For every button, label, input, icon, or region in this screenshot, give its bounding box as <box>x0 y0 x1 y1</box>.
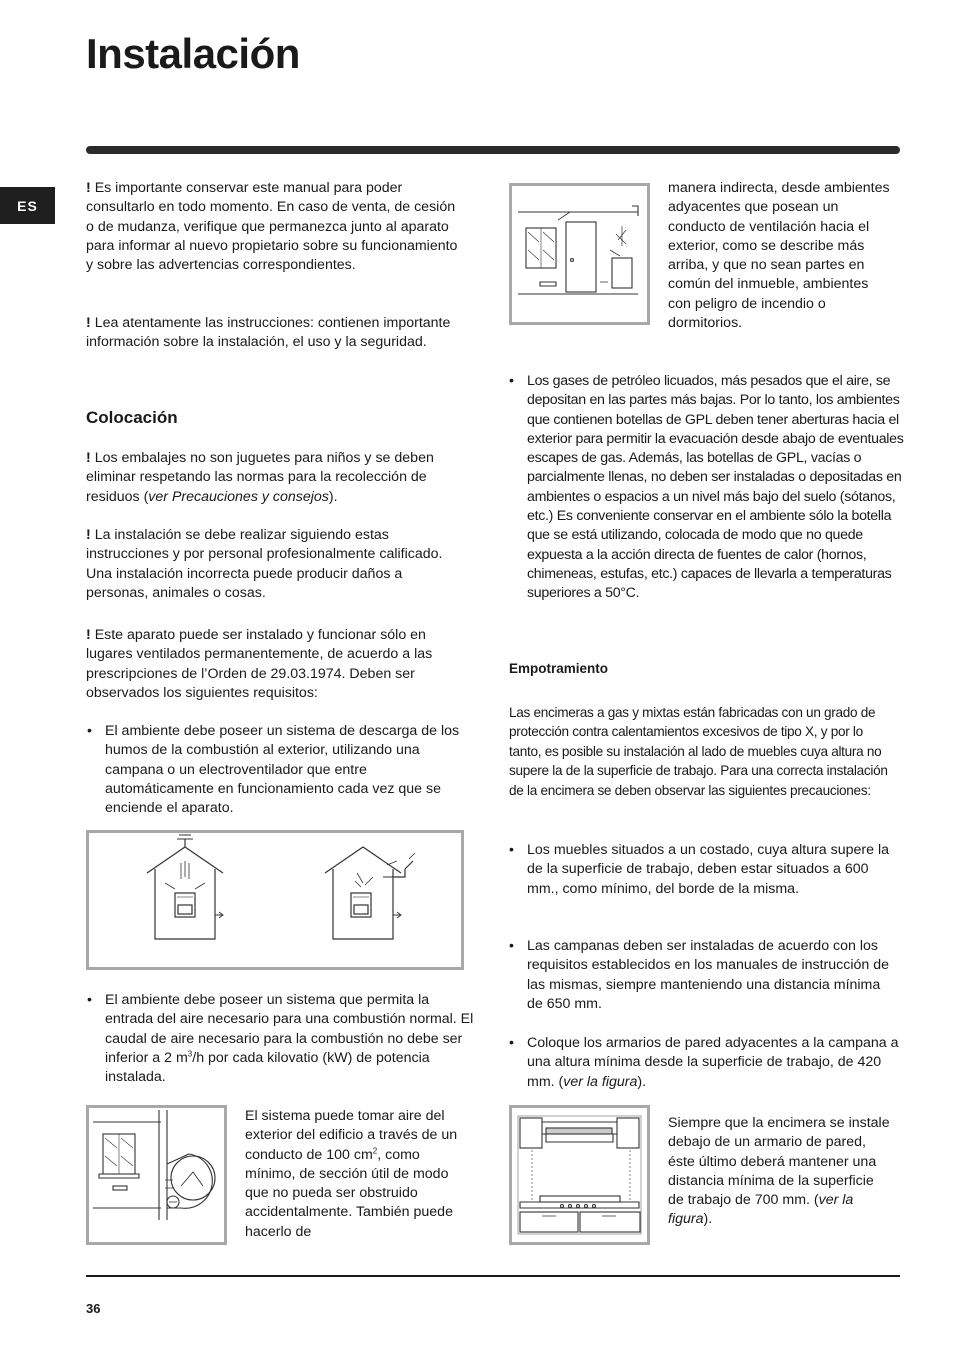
intro-paragraph-1: ! Es importante conservar este manual para poder consultarlo en todo momento. En caso de venta, de cesión o de mudanza, verifique que permanezca junto al aparato para informar al nuevo propietario sobre su funcionamiento y sobre las advertencias correspondientes. <box>86 180 458 274</box>
colocacion-paragraph-2: ! La instalación se debe realizar siguiendo estas instrucciones y por personal profesionalmente calificado. Una instalación incorrecta puede producir daños a personas, animales o cosas. <box>86 527 443 601</box>
wall-cabinet-text: Siempre que la encimera se instale debajo de un armario de pared, éste último deberá mantener una distancia mínima de la superficie de trabajo de 700 mm. (ver la figura). <box>668 1115 890 1228</box>
warning-mark: ! <box>86 627 91 643</box>
intro-paragraph-2: ! Lea atentamente las instrucciones: contienen importante información sobre la instalación, el uso y la seguridad. <box>86 315 451 351</box>
requirement-bullet-exhaust: • El ambiente debe poseer un sistema de descarga de los humos de la combustión al exterior, utilizando una campana o un electroventilador que entre automáticamente en funcionamiento cada vez que se enciende el aparato. <box>87 723 460 817</box>
empotramiento-intro: Las encimeras a gas y mixtas están fabricadas con un grado de protección contra calentamientos excesivos de tipo X, y por lo tanto, es posible su instalación al lado de muebles cuya altura no supere la de la superficie de trabajo. Para una correcta instalación de la encimera se deben observar las siguientes precauciones: <box>509 705 888 798</box>
empotramiento-bullet-furniture: • Los muebles situados a un costado, cuya altura supere la de la superficie de trabajo, deben estar situados a 600 mm., como mínimo, del borde de la misma. <box>509 842 890 897</box>
title-rule <box>86 146 900 154</box>
kitchen-cabinets-figure <box>509 1105 650 1245</box>
adjacent-room-illustration <box>512 186 647 322</box>
empotramiento-bullet-cabinets: • Coloque los armarios de pared adyacentes a la campana a una altura mínima desde la superficie de trabajo, de 420 mm. (ver la figura). <box>509 1035 899 1090</box>
adjacent-room-figure <box>509 183 650 325</box>
bullet-dot: • <box>509 842 514 858</box>
kitchen-cabinets-illustration <box>512 1108 647 1242</box>
bullet-dot: • <box>509 938 514 954</box>
bullet-dot: • <box>509 1035 514 1051</box>
warning-mark: ! <box>86 527 91 543</box>
language-tab: ES <box>0 187 55 224</box>
colocacion-paragraph-3: ! Este aparato puede ser instalado y funcionar sólo en lugares ventilados permanentemente, de acuerdo a las prescripciones de l’Orden de 29.03.1974. Deben ser observados los siguientes requisitos: <box>86 627 433 701</box>
air-duct-illustration <box>89 1108 224 1242</box>
ventilation-houses-illustration <box>89 833 461 967</box>
heading-colocacion: Colocación <box>86 408 178 427</box>
heading-empotramiento: Empotramiento <box>509 661 609 676</box>
colocacion-paragraph-1: ! Los embalajes no son juguetes para niños y se deben eliminar respetando las normas para la recolección de residuos (ver Precauciones y consejos). <box>86 450 434 505</box>
bullet-dot: • <box>87 992 92 1008</box>
page-title: Instalación <box>86 30 300 77</box>
empotramiento-bullet-hood: • Las campanas deben ser instaladas de acuerdo con los requisitos establecidos en los manuales de instrucción de las mismas, siempre manteniendo una distancia mínima de 650 mm. <box>509 938 889 1012</box>
warning-mark: ! <box>86 315 91 331</box>
warning-mark: ! <box>86 180 91 196</box>
page-number: 36 <box>86 1301 101 1316</box>
warning-mark: ! <box>86 450 91 466</box>
ventilation-houses-figure <box>86 830 464 970</box>
bullet-dot: • <box>87 723 92 739</box>
gpl-bullet: • Los gases de petróleo licuados, más pesados que el aire, se depositan en las partes más bajas. Por lo tanto, los ambientes que contienen botellas de GPL deben tener aberturas hacia el exterior para permitir la evacuación desde abajo de eventuales escapes de gas. Además, las botellas de GPL, vacías o parcialmente llenas, no deben ser instaladas o depositadas en ambientes o espacios a un nivel más bajo del suelo (sótanos, etc.) Es conveniente conservar en el ambiente sólo la botella que se está utilizando, colocada de modo que no quede expuesta a la acción directa de fuentes de calor (hornos, chimeneas, estufas, etc.) capaces de llevarla a temperaturas superiores a 50°C. <box>509 373 904 602</box>
air-intake-text: El sistema puede tomar aire del exterior del edificio a través de un conducto de 100 $cm^2$, como mínimo, de sección útil de modo que no pueda ser obstruido accidentalmente. También puede hacerlo de <box>245 1108 458 1240</box>
indirect-ventilation-text: manera indirecta, desde ambientes adyacentes que posean un conducto de ventilación hacia el exterior, como se describe más arriba, y que no sean partes en común del inmueble, ambientes con peligro de incendio o dormitorios. <box>668 180 890 332</box>
bullet-dot: • <box>509 373 514 389</box>
air-duct-figure <box>86 1105 227 1245</box>
requirement-bullet-air-intake: • El ambiente debe poseer un sistema que permita la entrada del aire necesario para una combustión normal. El caudal de aire necesario para la combustión no debe ser inferior a 2 $m^3/h$ por cada kilovatio (kW) de potencia instalada. <box>87 992 474 1086</box>
footer-rule <box>86 1275 900 1277</box>
